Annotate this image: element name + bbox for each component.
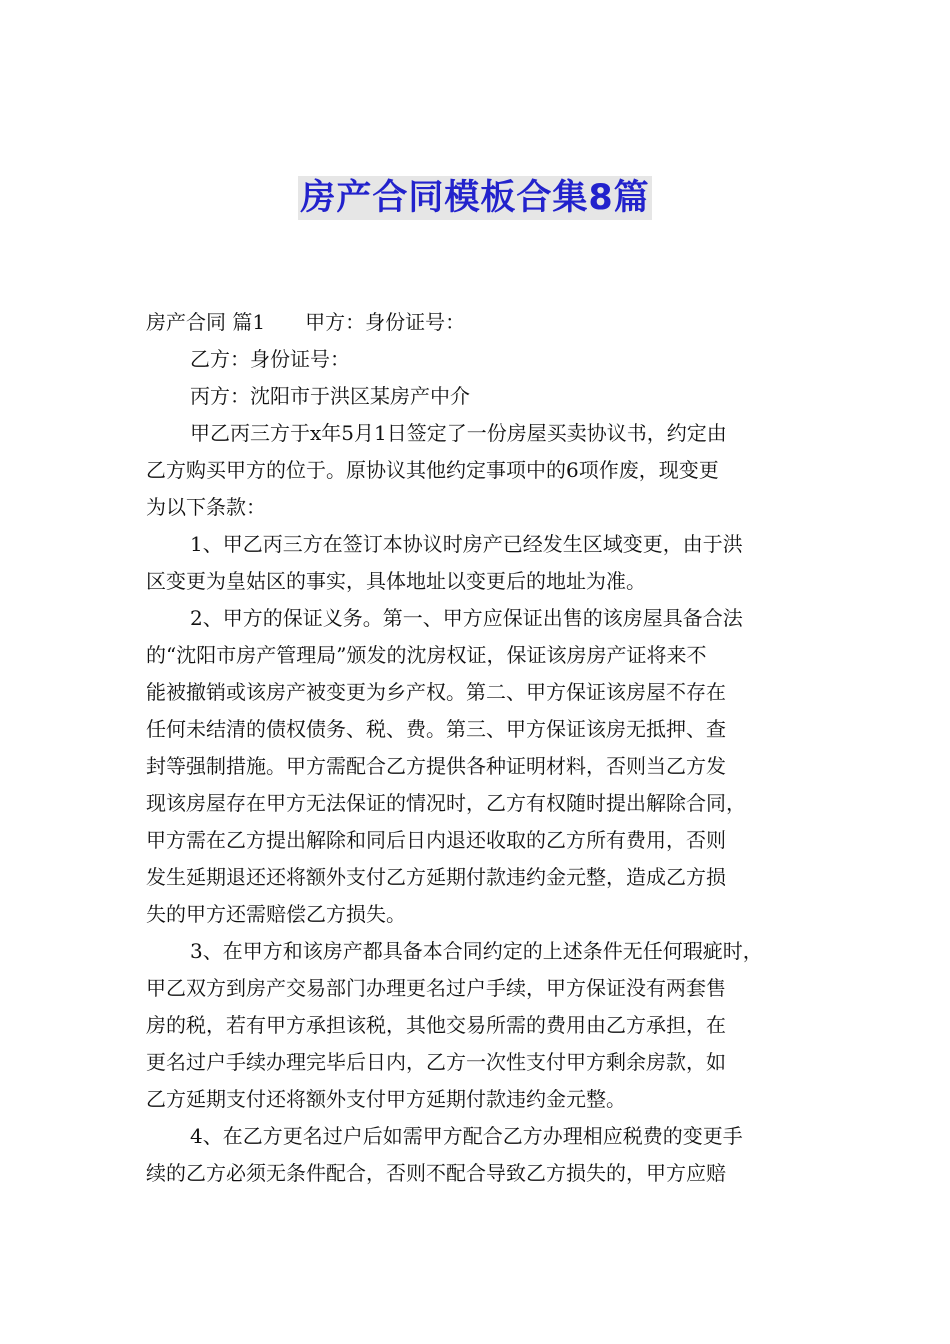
- section-heading: 房产合同 篇1: [146, 310, 266, 334]
- paragraph-line: 乙方购买甲方的位于。原协议其他约定事项中的6项作废，现变更: [146, 458, 719, 482]
- paragraph-line: 能被撤销或该房产被变更为乡产权。第二、甲方保证该房屋不存在: [146, 680, 726, 704]
- paragraph-clause-4: [146, 1118, 806, 1192]
- title-container: [0, 176, 950, 220]
- paragraph-line: 甲乙丙三方于x年5月1日签定了一份房屋买卖协议书，约定由: [190, 421, 727, 445]
- paragraph-line: 发生延期退还还将额外支付乙方延期付款违约金元整，造成乙方损: [146, 865, 726, 889]
- paragraph-line: 2、甲方的保证义务。第一、甲方应保证出售的该房屋具备合法: [190, 606, 743, 630]
- paragraph-line: 房的税，若有甲方承担该税，其他交易所需的费用由乙方承担，在: [146, 1013, 726, 1037]
- document-body: [146, 304, 806, 1192]
- paragraph-line: 区变更为皇姑区的事实，具体地址以变更后的地址为准。: [146, 569, 646, 593]
- paragraph-line: 现该房屋存在甲方无法保证的情况时，乙方有权随时提出解除合同，: [146, 791, 746, 815]
- document-title: 房产合同模板合集8篇: [300, 178, 650, 218]
- paragraph-line: 乙方延期支付还将额外支付甲方延期付款违约金元整。: [146, 1087, 626, 1111]
- paragraph-line: 更名过户手续办理完毕后日内，乙方一次性支付甲方剩余房款，如: [146, 1050, 726, 1074]
- paragraph-line: 任何未结清的债权债务、税、费。第三、甲方保证该房无抵押、查: [146, 717, 726, 741]
- paragraph-line: 1、甲乙丙三方在签订本协议时房产已经发生区域变更，由于洪: [190, 532, 743, 556]
- paragraph-agreement: [146, 415, 806, 526]
- paragraph-line: 4、在乙方更名过户后如需甲方配合乙方办理相应税费的变更手: [190, 1124, 743, 1148]
- paragraph-clause-1: [146, 526, 806, 600]
- party-c-line: 丙方：沈阳市于洪区某房产中介: [190, 384, 470, 408]
- heading-line: [146, 304, 806, 341]
- party-b-line: 乙方：身份证号：: [190, 347, 350, 371]
- paragraph-line: 续的乙方必须无条件配合，否则不配合导致乙方损失的，甲方应赔: [146, 1161, 726, 1185]
- paragraph-line: 失的甲方还需赔偿乙方损失。: [146, 902, 406, 926]
- paragraph-line: 封等强制措施。甲方需配合乙方提供各种证明材料，否则当乙方发: [146, 754, 726, 778]
- paragraph-line: 的“沈阳市房产管理局”颁发的沈房权证，保证该房房产证将来不: [146, 643, 707, 667]
- paragraph-line: 甲乙双方到房产交易部门办理更名过户手续，甲方保证没有两套售: [146, 976, 726, 1000]
- paragraph-line: 甲方需在乙方提出解除和同后日内退还收取的乙方所有费用，否则: [146, 828, 726, 852]
- paragraph-clause-2: [146, 600, 806, 933]
- paragraph-line: 3、在甲方和该房产都具备本合同约定的上述条件无任何瑕疵时，: [190, 939, 763, 963]
- paragraph-line: 为以下条款：: [146, 495, 266, 519]
- party-a-line: 甲方：身份证号：: [305, 310, 466, 334]
- paragraph-clause-3: [146, 933, 806, 1118]
